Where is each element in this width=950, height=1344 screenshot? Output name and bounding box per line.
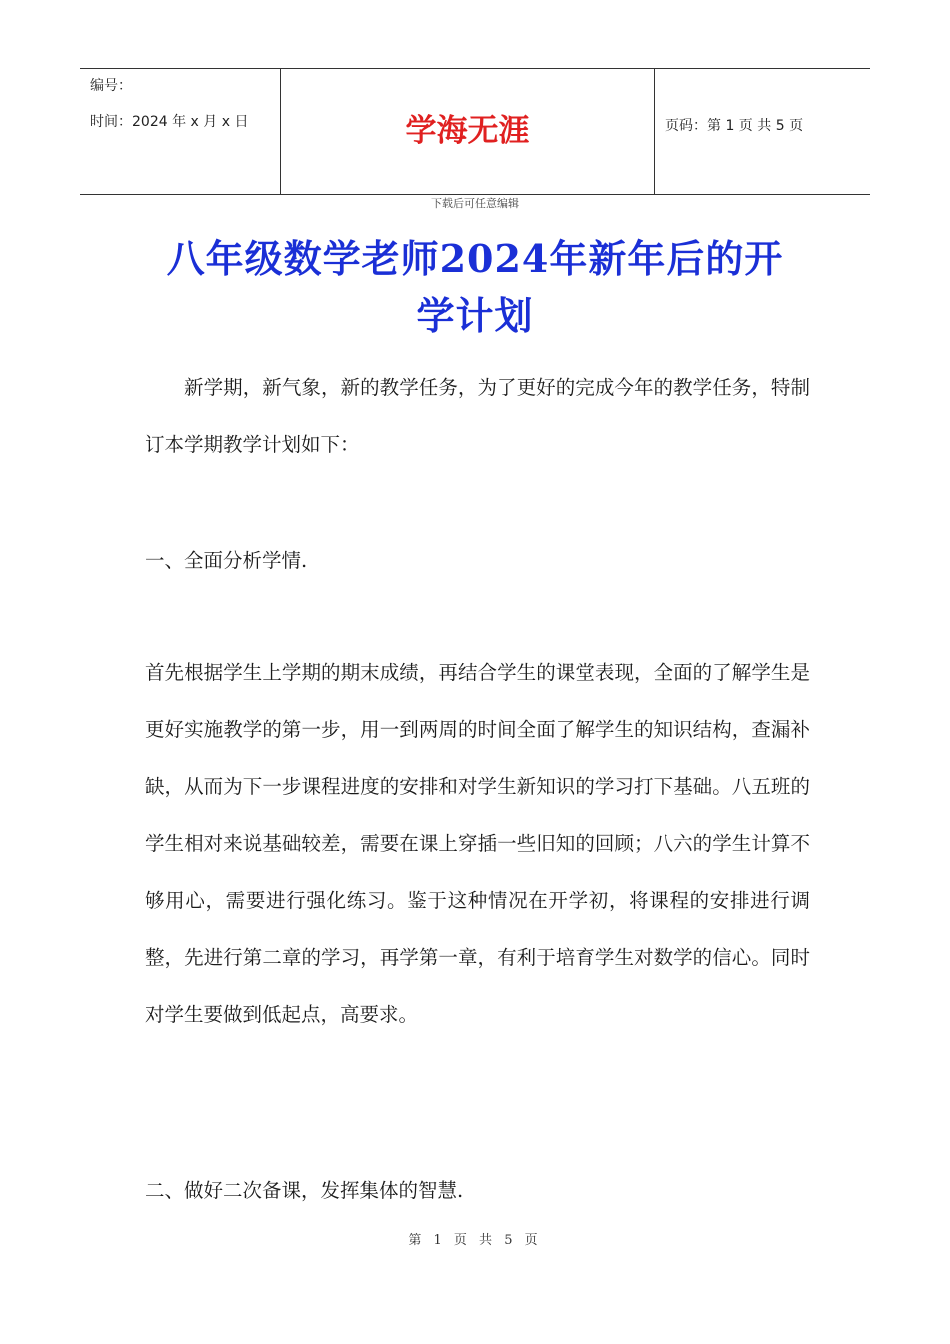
title-line-1: 八年级数学老师2024年新年后的开 <box>166 236 784 281</box>
section-1-body: 首先根据学生上学期的期末成绩，再结合学生的课堂表现，全面的了解学生是更好实施教学的第一步，用一到两周的时间全面了解学生的知识结构，查漏补缺，从而为下一步课程进度的安排和对学生新知识的学习打下基础。八五班的学生相对来说基础较差，需要在课上穿插一些旧知的回顾；八六的学生计算不够用心，需要进行强化练习。鉴于这种情况在开学初，将课程的安排进行调整，先进行第二章的学习，再学第一章，有利于培育学生对数学的信心。同时对学生要做到低起点，高要求。 <box>145 661 810 1026</box>
edit-note: 下载后可任意编辑 <box>431 197 519 210</box>
document-title <box>120 230 830 344</box>
section-2-heading: 二、做好二次备课，发挥集体的智慧. <box>145 1179 464 1202</box>
number-label: 编号： <box>90 78 132 94</box>
document-header-table <box>80 68 870 195</box>
title-line-2: 学计划 <box>416 293 534 338</box>
header-mid-cell <box>281 69 655 194</box>
header-left-cell <box>80 69 281 194</box>
time-label: 时间：2024 年 x 月 x 日 <box>90 114 249 130</box>
intro-paragraph: 新学期，新气象，新的教学任务，为了更好的完成今年的教学任务，特制订本学期教学计划如下： <box>145 376 810 456</box>
page-footer: 第 1 页 共 5 页 <box>408 1233 542 1248</box>
brand-title: 学海无涯 <box>405 113 530 149</box>
section-1-heading: 一、全面分析学情. <box>145 549 308 572</box>
page-number-label: 页码：第 1 页 共 5 页 <box>665 118 804 134</box>
header-right-cell <box>655 69 870 194</box>
